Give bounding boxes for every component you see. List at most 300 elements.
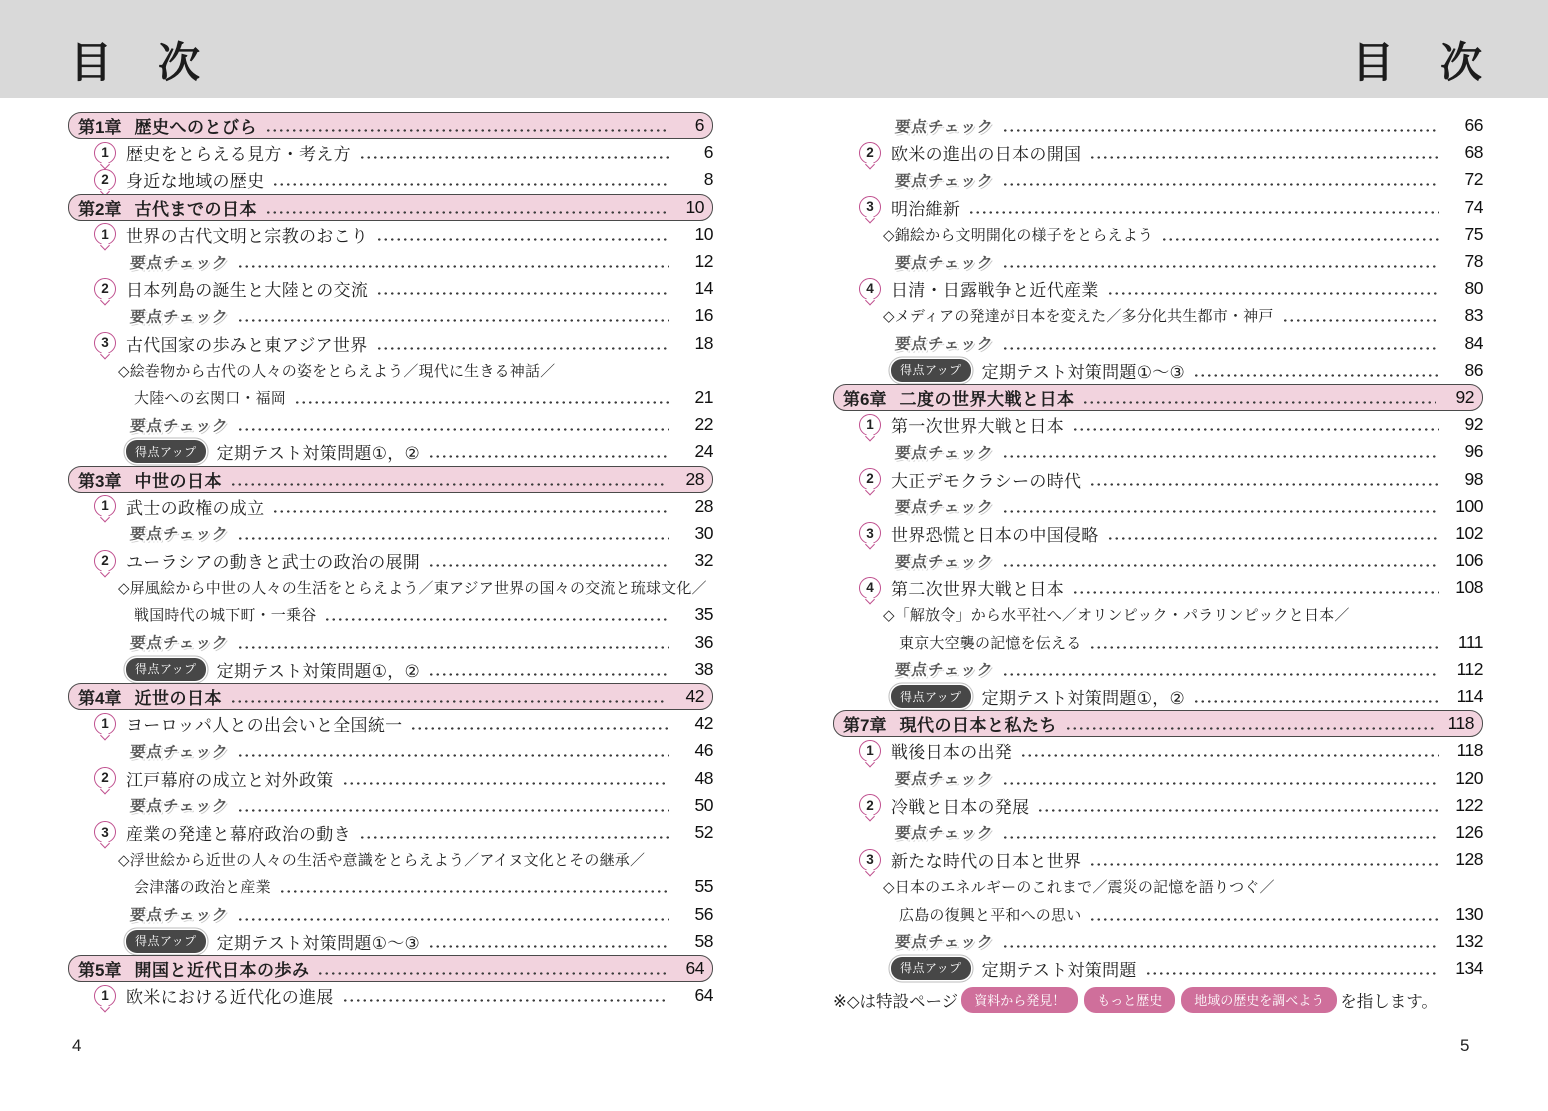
- chapter-number-label: 第6章: [843, 389, 887, 409]
- item-number-balloon: [859, 794, 881, 816]
- item-number-balloon: [859, 577, 881, 599]
- item-number-balloon: [94, 332, 116, 354]
- score-up-badge: 得点アップ: [891, 957, 971, 980]
- toc-row-chapter: [68, 955, 713, 982]
- item-number: 3: [101, 335, 109, 351]
- special-page-badge: もっと歴史: [1084, 987, 1175, 1013]
- item-number: 1: [866, 416, 874, 432]
- toc-column-left: [68, 112, 713, 1009]
- toc-row-subcont: [68, 384, 713, 411]
- score-up-badge: 得点アップ: [126, 440, 206, 463]
- chapter-title: 古代までの日本: [134, 199, 257, 219]
- chapter-title: 中世の日本: [134, 471, 222, 491]
- dot-leader: [1282, 319, 1439, 322]
- dot-leader: [1193, 374, 1439, 377]
- page-number: 114: [1456, 686, 1483, 707]
- page-number: 74: [1464, 196, 1483, 217]
- toc-column-right: [833, 112, 1483, 1016]
- dot-leader: [1002, 183, 1439, 186]
- page-number: 28: [694, 495, 713, 516]
- toc-row-item: [833, 737, 1483, 764]
- toc-row-item: [833, 275, 1483, 302]
- toc-row-check: [833, 547, 1483, 574]
- keypoint-check-badge: 要点チェック: [894, 444, 995, 462]
- chapter-number-label: 第7章: [843, 716, 887, 736]
- item-number: 1: [101, 226, 109, 242]
- item-number-balloon: [859, 142, 881, 164]
- dot-leader: [230, 483, 666, 486]
- test-prep-title: 定期テスト対策問題①，②: [981, 689, 1186, 709]
- item-number: 2: [101, 172, 109, 188]
- dot-leader: [376, 347, 669, 350]
- special-feature-title: 会津藩の政治と産業: [134, 879, 271, 897]
- page-number: 35: [694, 604, 713, 625]
- page-number: 83: [1464, 305, 1483, 326]
- item-number-balloon: [94, 495, 116, 517]
- dot-leader: [265, 129, 666, 132]
- toc-row-sub: [833, 221, 1483, 248]
- dot-leader: [237, 319, 669, 322]
- toc-row-item: [833, 411, 1483, 438]
- dot-leader: [265, 211, 666, 214]
- toc-row-chapter: [68, 683, 713, 710]
- keypoint-check-badge: 要点チェック: [129, 254, 230, 272]
- special-feature-title: 戦国時代の城下町・一乗谷: [134, 607, 317, 625]
- dot-leader: [1072, 591, 1439, 594]
- page-number: 58: [694, 930, 713, 951]
- page-number: 6: [694, 115, 704, 136]
- keypoint-check-badge: 要点チェック: [894, 118, 995, 136]
- dot-leader: [1002, 129, 1439, 132]
- item-number: 1: [101, 145, 109, 161]
- keypoint-check-badge: 要点チェック: [129, 798, 230, 816]
- toc-row-chapter: [68, 194, 713, 221]
- toc-row-item: [68, 765, 713, 792]
- special-page-badge: 資料から発見！: [961, 987, 1078, 1013]
- header-band: [0, 0, 1548, 98]
- item-number: 4: [866, 280, 874, 296]
- keypoint-check-badge: 要点チェック: [129, 526, 230, 544]
- special-feature-title: ◇錦絵から文明開化の様子をとらえよう: [883, 226, 1154, 244]
- toc-row-item: [833, 792, 1483, 819]
- toc-row-boost: [833, 955, 1483, 982]
- dot-leader: [279, 890, 669, 893]
- item-title: 明治維新: [891, 199, 961, 219]
- item-number: 4: [866, 580, 874, 596]
- chapter-number-label: 第4章: [78, 689, 122, 709]
- folio-left: 4: [72, 1036, 82, 1055]
- page-number: 118: [1447, 713, 1474, 734]
- item-title: ユーラシアの動きと武士の政治の展開: [126, 553, 421, 573]
- toc-row-check: [68, 629, 713, 656]
- chapter-box: [68, 683, 713, 710]
- footnote-prefix: ※◇は特設ページ: [833, 993, 959, 1011]
- item-title: 武士の政権の成立: [126, 498, 265, 518]
- item-number-balloon: [94, 142, 116, 164]
- page-number: 42: [694, 713, 713, 734]
- toc-row-chapter: [833, 384, 1483, 411]
- item-number: 3: [866, 199, 874, 215]
- toc-row-boost: [68, 928, 713, 955]
- dot-leader: [237, 537, 669, 540]
- item-number-balloon: [94, 223, 116, 245]
- toc-row-sub: [833, 302, 1483, 329]
- item-number-balloon: [859, 522, 881, 544]
- footnote-suffix: を指します。: [1340, 993, 1438, 1011]
- page-number: 122: [1455, 794, 1483, 815]
- page-number: 111: [1457, 631, 1483, 652]
- keypoint-check-badge: 要点チェック: [129, 417, 230, 435]
- chapter-title: 現代の日本と私たち: [899, 716, 1057, 736]
- toc-row-check: [68, 411, 713, 438]
- toc-row-subcont: [833, 900, 1483, 927]
- page-number: 21: [694, 386, 713, 407]
- dot-leader: [230, 700, 666, 703]
- toc-row-item: [833, 465, 1483, 492]
- test-prep-title: 定期テスト対策問題①～③: [981, 362, 1186, 382]
- toc-row-item: [68, 139, 713, 166]
- item-number: 2: [101, 280, 109, 296]
- toc-row-boost: [833, 683, 1483, 710]
- toc-row-check: [833, 112, 1483, 139]
- page-number: 68: [1464, 142, 1483, 163]
- toc-row-item: [68, 330, 713, 357]
- item-number: 1: [101, 715, 109, 731]
- chapter-number-label: 第2章: [78, 199, 122, 219]
- dot-leader: [376, 238, 669, 241]
- toc-row-sub: [68, 846, 713, 873]
- item-number: 2: [866, 471, 874, 487]
- page-number: 64: [694, 985, 713, 1006]
- toc-row-check: [833, 819, 1483, 846]
- page-number: 64: [685, 957, 704, 978]
- item-number-balloon: [859, 849, 881, 871]
- toc-row-item: [833, 520, 1483, 547]
- toc-row-item: [68, 275, 713, 302]
- dot-leader: [410, 727, 669, 730]
- chapter-title: 開国と近代日本の歩み: [134, 960, 310, 980]
- chapter-title: 近世の日本: [134, 689, 222, 709]
- score-up-badge: 得点アップ: [126, 930, 206, 953]
- item-title: 欧米の進出の日本の開国: [891, 145, 1082, 165]
- toc-row-sub: [833, 873, 1483, 900]
- page-number: 36: [694, 631, 713, 652]
- page-number: 84: [1464, 332, 1483, 353]
- page-number: 72: [1464, 169, 1483, 190]
- item-title: 日本列島の誕生と大陸との交流: [126, 281, 369, 301]
- toc-row-check: [833, 330, 1483, 357]
- toc-row-item: [833, 846, 1483, 873]
- page-number: 52: [694, 821, 713, 842]
- toc-row-check: [833, 765, 1483, 792]
- page-number: 16: [694, 305, 713, 326]
- item-number-balloon: [859, 196, 881, 218]
- test-prep-title: 定期テスト対策問題①，②: [216, 661, 421, 681]
- dot-leader: [1089, 863, 1439, 866]
- keypoint-check-badge: 要点チェック: [894, 662, 995, 680]
- toc-row-check: [68, 248, 713, 275]
- dot-leader: [1065, 727, 1436, 730]
- special-feature-title: 東京大空襲の記憶を伝える: [899, 634, 1082, 652]
- page-number: 18: [694, 332, 713, 353]
- chapter-title: 二度の世界大戦と日本: [899, 389, 1075, 409]
- toc-row-item: [833, 194, 1483, 221]
- page-number: 128: [1455, 849, 1483, 870]
- page-number: 22: [694, 414, 713, 435]
- page-number: 118: [1456, 740, 1483, 761]
- special-page-badge: 地域の歴史を調べよう: [1181, 987, 1337, 1013]
- page-number: 12: [694, 251, 713, 272]
- toc-row-item: [833, 139, 1483, 166]
- dot-leader: [1107, 537, 1439, 540]
- item-number-balloon: [94, 985, 116, 1007]
- toc-row-boost: [68, 438, 713, 465]
- score-up-badge: 得点アップ: [891, 685, 971, 708]
- dot-leader: [317, 972, 666, 975]
- item-title: 第一次世界大戦と日本: [891, 417, 1064, 437]
- dot-leader: [324, 618, 669, 621]
- special-feature-title: 広島の復興と平和への思い: [899, 906, 1082, 924]
- dot-leader: [1002, 836, 1439, 839]
- item-number: 3: [866, 851, 874, 867]
- dot-leader: [1082, 401, 1436, 404]
- special-pages-footnote: [833, 984, 1483, 1016]
- page-number: 112: [1456, 658, 1483, 679]
- toc-row-subcont: [68, 873, 713, 900]
- toc-row-check: [833, 438, 1483, 465]
- toc-row-check: [833, 493, 1483, 520]
- chapter-box: [833, 384, 1483, 411]
- chapter-box: [68, 955, 713, 982]
- chapter-number-label: 第5章: [78, 960, 122, 980]
- page-number: 86: [1464, 359, 1483, 380]
- item-number-balloon: [94, 821, 116, 843]
- dot-leader: [272, 510, 669, 513]
- item-title: 歴史をとらえる見方・考え方: [126, 145, 351, 165]
- item-title: 欧米における近代化の進展: [126, 988, 334, 1008]
- page-number: 120: [1455, 767, 1483, 788]
- toc-row-item: [68, 982, 713, 1009]
- toc-row-chapter: [833, 710, 1483, 737]
- toc-row-chapter: [68, 465, 713, 492]
- item-title: 大正デモクラシーの時代: [891, 471, 1082, 491]
- page-number: 38: [694, 658, 713, 679]
- dot-leader: [1072, 428, 1439, 431]
- chapter-box: [833, 710, 1483, 737]
- toc-row-check: [68, 900, 713, 927]
- keypoint-check-badge: 要点チェック: [894, 553, 995, 571]
- page-number: 46: [694, 740, 713, 761]
- page-number: 78: [1464, 251, 1483, 272]
- keypoint-check-badge: 要点チェック: [894, 771, 995, 789]
- item-number: 3: [866, 525, 874, 541]
- dot-leader: [1089, 156, 1439, 159]
- page-number: 14: [694, 278, 713, 299]
- dot-leader: [968, 211, 1439, 214]
- chapter-box: [68, 466, 713, 493]
- dot-leader: [237, 918, 669, 921]
- item-number: 1: [101, 498, 109, 514]
- page-number: 66: [1464, 115, 1483, 136]
- toc-row-check: [833, 166, 1483, 193]
- toc-row-boost: [68, 656, 713, 683]
- toc-row-item: [833, 574, 1483, 601]
- toc-row-subcont: [68, 601, 713, 628]
- toc-row-check: [68, 737, 713, 764]
- toc-row-check: [68, 520, 713, 547]
- page-number: 50: [694, 794, 713, 815]
- special-feature-title: ◇「解放令」から水平社へ／オリンピック・パラリンピックと日本／: [883, 607, 1350, 625]
- page-number: 10: [694, 223, 713, 244]
- special-feature-title: 大陸への玄関口・福岡: [134, 389, 287, 407]
- page-number: 80: [1464, 278, 1483, 299]
- page-number: 8: [703, 169, 713, 190]
- dot-leader: [428, 945, 669, 948]
- dot-leader: [428, 673, 669, 676]
- keypoint-check-badge: 要点チェック: [894, 172, 995, 190]
- toc-row-item: [68, 221, 713, 248]
- dot-leader: [342, 999, 669, 1002]
- dot-leader: [272, 183, 669, 186]
- chapter-number-label: 第1章: [78, 118, 122, 138]
- toc-row-check: [833, 248, 1483, 275]
- dot-leader: [1002, 510, 1439, 513]
- item-title: 産業の発達と幕府政治の動き: [126, 824, 351, 844]
- item-number-balloon: [859, 414, 881, 436]
- toc-row-chapter: [68, 112, 713, 139]
- item-title: 新たな時代の日本と世界: [891, 852, 1082, 872]
- page-number: 92: [1455, 386, 1474, 407]
- item-title: 冷戦と日本の発展: [891, 797, 1030, 817]
- page-number: 6: [703, 142, 713, 163]
- dot-leader: [237, 265, 669, 268]
- item-number-balloon: [94, 767, 116, 789]
- item-title: 江戸幕府の成立と対外政策: [126, 770, 334, 790]
- toc-row-check: [833, 928, 1483, 955]
- dot-leader: [359, 836, 669, 839]
- dot-leader: [1107, 292, 1439, 295]
- page-number: 10: [685, 196, 704, 217]
- page-number: 102: [1455, 522, 1483, 543]
- item-number-balloon: [859, 278, 881, 300]
- page-number: 96: [1464, 441, 1483, 462]
- page-number: 32: [694, 550, 713, 571]
- toc-row-boost: [833, 357, 1483, 384]
- keypoint-check-badge: 要点チェック: [894, 499, 995, 517]
- item-number-balloon: [94, 169, 116, 191]
- dot-leader: [342, 782, 669, 785]
- special-feature-title: ◇浮世絵から近世の人々の生活や意識をとらえよう／アイヌ文化とその継承／: [118, 852, 646, 870]
- keypoint-check-badge: 要点チェック: [129, 635, 230, 653]
- score-up-badge: 得点アップ: [126, 658, 206, 681]
- keypoint-check-badge: 要点チェック: [894, 254, 995, 272]
- folio-right: 5: [1460, 1036, 1470, 1055]
- page-number: 108: [1455, 577, 1483, 598]
- page-number: 28: [685, 468, 704, 489]
- item-title: 第二次世界大戦と日本: [891, 580, 1064, 600]
- page-number: 30: [694, 522, 713, 543]
- item-number: 2: [866, 797, 874, 813]
- chapter-number-label: 第3章: [78, 471, 122, 491]
- dot-leader: [1002, 347, 1439, 350]
- dot-leader: [1002, 455, 1439, 458]
- toc-row-item: [68, 166, 713, 193]
- dot-leader: [1089, 483, 1439, 486]
- page-number: 106: [1455, 550, 1483, 571]
- toc-row-sub: [68, 574, 713, 601]
- test-prep-title: 定期テスト対策問題①，②: [216, 444, 421, 464]
- item-title: 身近な地域の歴史: [126, 172, 265, 192]
- page-number: 42: [685, 686, 704, 707]
- dot-leader: [294, 401, 669, 404]
- page-number: 55: [694, 876, 713, 897]
- page-number: 92: [1464, 414, 1483, 435]
- page-number: 24: [694, 441, 713, 462]
- special-feature-title: ◇メディアの発達が日本を変えた／多分化共生都市・神戸: [883, 308, 1274, 326]
- keypoint-check-badge: 要点チェック: [129, 907, 230, 925]
- dot-leader: [237, 754, 669, 757]
- dot-leader: [237, 809, 669, 812]
- item-number-balloon: [859, 468, 881, 490]
- toc-row-sub: [68, 357, 713, 384]
- dot-leader: [1145, 972, 1439, 975]
- keypoint-check-badge: 要点チェック: [894, 825, 995, 843]
- toc-row-item: [68, 819, 713, 846]
- toc-row-item: [68, 547, 713, 574]
- toc-row-check: [833, 656, 1483, 683]
- item-title: ヨーロッパ人との出会いと全国統一: [126, 716, 403, 736]
- item-number: 2: [101, 770, 109, 786]
- page-number: 100: [1455, 495, 1483, 516]
- dot-leader: [376, 292, 669, 295]
- keypoint-check-badge: 要点チェック: [894, 336, 995, 354]
- item-number: 2: [866, 145, 874, 161]
- item-number-balloon: [94, 713, 116, 735]
- toc-row-sub: [833, 601, 1483, 628]
- dot-leader: [1002, 265, 1439, 268]
- keypoint-check-badge: 要点チェック: [129, 308, 230, 326]
- item-title: 古代国家の歩みと東アジア世界: [126, 335, 368, 355]
- page-number: 132: [1455, 930, 1483, 951]
- item-title: 世界恐慌と日本の中国侵略: [891, 525, 1099, 545]
- item-number: 2: [101, 552, 109, 568]
- toc-row-check: [68, 792, 713, 819]
- toc-row-item: [68, 710, 713, 737]
- item-title: 日清・日露戦争と近代産業: [891, 281, 1099, 301]
- item-number-balloon: [859, 740, 881, 762]
- page-number: 98: [1464, 468, 1483, 489]
- keypoint-check-badge: 要点チェック: [894, 934, 995, 952]
- special-feature-title: ◇絵巻物から古代の人々の姿をとらえよう／現代に生きる神話／: [118, 362, 556, 380]
- page-number: 75: [1464, 223, 1483, 244]
- page-number: 56: [694, 903, 713, 924]
- item-title: 世界の古代文明と宗教のおこり: [126, 226, 369, 246]
- dot-leader: [428, 564, 669, 567]
- item-number-balloon: [94, 278, 116, 300]
- dot-leader: [237, 646, 669, 649]
- toc-row-subcont: [833, 629, 1483, 656]
- dot-leader: [1002, 564, 1439, 567]
- item-number-balloon: [94, 550, 116, 572]
- item-title: 戦後日本の出発: [891, 743, 1013, 763]
- item-number: 1: [866, 743, 874, 759]
- score-up-badge: 得点アップ: [891, 359, 971, 382]
- item-number: 1: [101, 987, 109, 1003]
- item-number: 3: [101, 824, 109, 840]
- page-title-right: 目 次: [1351, 39, 1484, 86]
- keypoint-check-badge: 要点チェック: [129, 743, 230, 761]
- chapter-box: [68, 194, 713, 221]
